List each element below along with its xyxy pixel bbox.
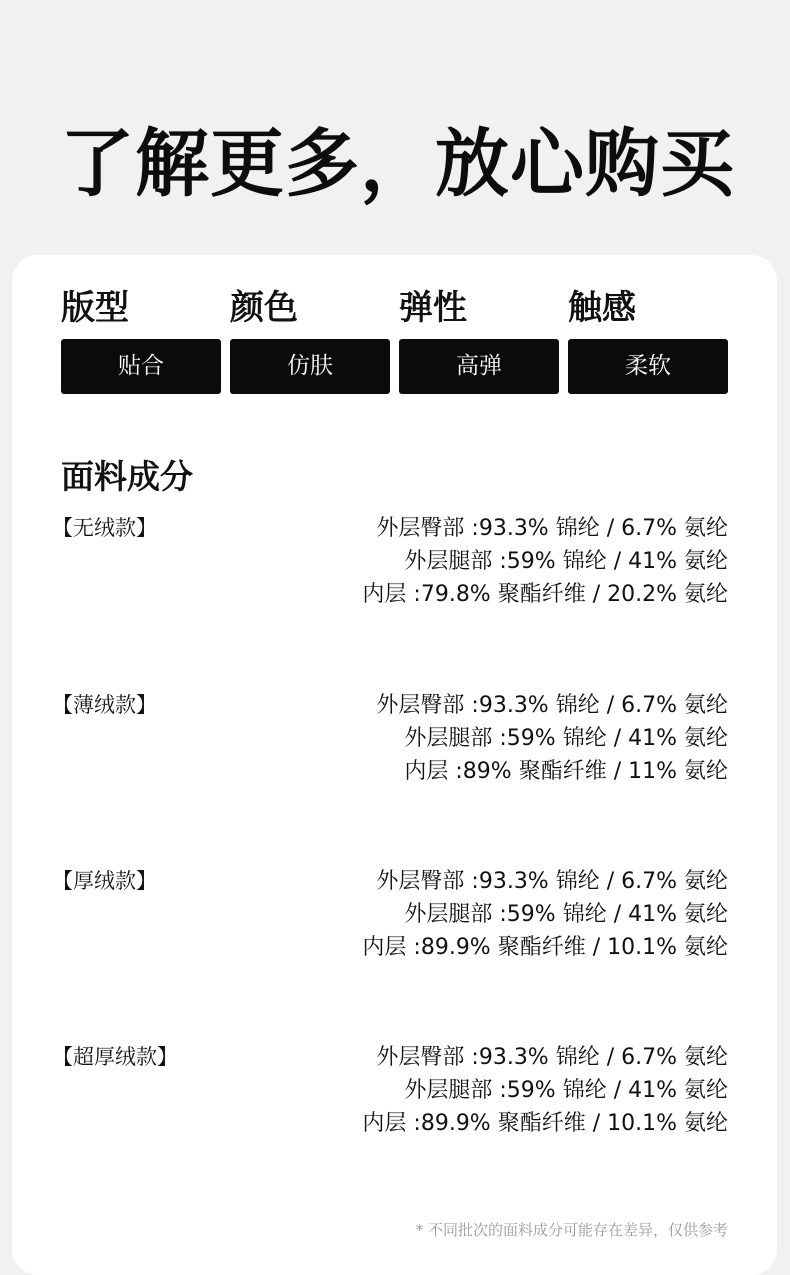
- composition-lines: [362, 865, 728, 964]
- variant-thick-fleece: [52, 865, 728, 975]
- attribute-value-pill: 高弹: [399, 339, 559, 394]
- attribute-color: [230, 283, 390, 394]
- attribute-label: 版型: [61, 288, 129, 328]
- composition-line: 外层臀部 :93.3% 锦纶 / 6.7% 氨纶: [376, 1045, 728, 1070]
- attribute-elasticity: [399, 283, 559, 394]
- variant-thin-fleece: [52, 689, 728, 799]
- product-info-card: [12, 255, 777, 1275]
- composition-line: 外层腿部 :59% 锦纶 / 41% 氨纶: [404, 726, 728, 751]
- composition-line: 外层臀部 :93.3% 锦纶 / 6.7% 氨纶: [376, 693, 728, 718]
- attribute-value-pill: 柔软: [568, 339, 728, 394]
- page-title: 了解更多，放心购买: [60, 121, 735, 207]
- attribute-label: 弹性: [399, 288, 467, 328]
- composition-lines: [362, 1041, 728, 1140]
- composition-line: 内层 :89.9% 聚酯纤维 / 10.1% 氨纶: [362, 935, 728, 960]
- fabric-composition-title: 面料成分: [61, 457, 193, 496]
- attribute-fit: [61, 283, 221, 394]
- composition-disclaimer: * 不同批次的面料成分可能存在差异，仅供参考: [415, 1221, 728, 1239]
- composition-line: 外层腿部 :59% 锦纶 / 41% 氨纶: [404, 549, 728, 574]
- variant-extra-thick-fleece: [52, 1041, 728, 1151]
- composition-line: 内层 :79.8% 聚酯纤维 / 20.2% 氨纶: [362, 582, 728, 607]
- attribute-label: 触感: [568, 288, 636, 328]
- composition-line: 外层腿部 :59% 锦纶 / 41% 氨纶: [404, 1078, 728, 1103]
- variant-no-fleece: [52, 512, 728, 622]
- attribute-touch: [568, 283, 728, 394]
- composition-lines: [376, 689, 728, 788]
- attribute-label: 颜色: [230, 288, 298, 328]
- variant-name: 【超厚绒款】: [52, 1045, 178, 1069]
- variant-name: 【薄绒款】: [52, 693, 157, 717]
- composition-line: 外层腿部 :59% 锦纶 / 41% 氨纶: [404, 902, 728, 927]
- variant-name: 【厚绒款】: [52, 869, 157, 893]
- composition-line: 外层臀部 :93.3% 锦纶 / 6.7% 氨纶: [376, 869, 728, 894]
- composition-line: 外层臀部 :93.3% 锦纶 / 6.7% 氨纶: [376, 516, 728, 541]
- attribute-row: [61, 283, 728, 395]
- composition-line: 内层 :89.9% 聚酯纤维 / 10.1% 氨纶: [362, 1111, 728, 1136]
- composition-lines: [362, 512, 728, 611]
- composition-line: 内层 :89% 聚酯纤维 / 11% 氨纶: [404, 759, 728, 784]
- attribute-value-pill: 仿肤: [230, 339, 390, 394]
- attribute-value-pill: 贴合: [61, 339, 221, 394]
- variant-name: 【无绒款】: [52, 516, 157, 540]
